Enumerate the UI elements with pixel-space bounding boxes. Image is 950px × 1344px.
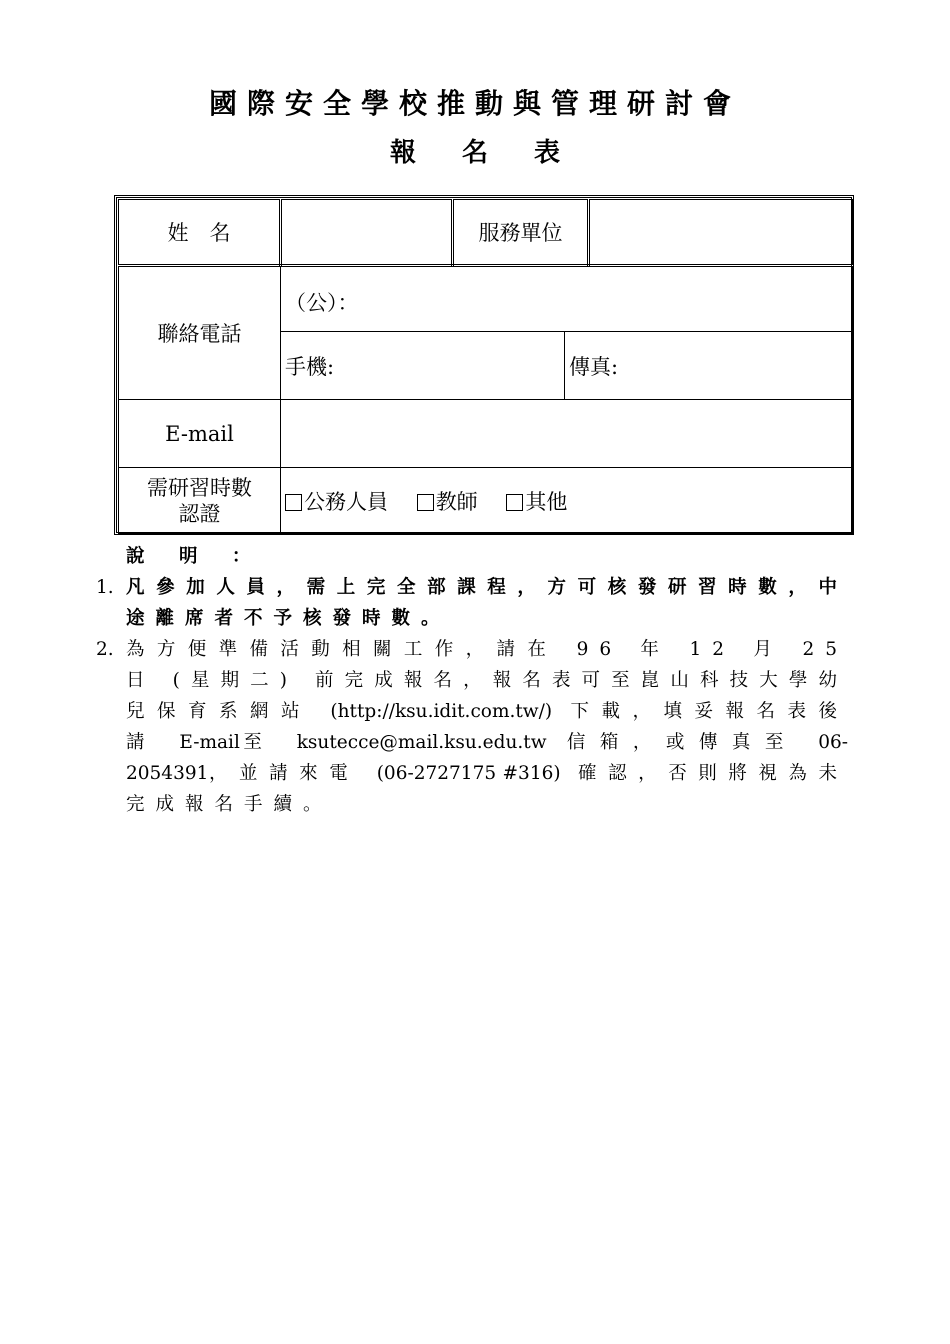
note-text: 凡參加人員，需上完全部課程，方可核發研習時數，中途離席者不予核發時數。 <box>126 577 848 629</box>
fax-field[interactable] <box>565 332 853 400</box>
note-item <box>96 634 848 820</box>
email-address-link[interactable]: ksutecce@mail.ksu.edu.tw <box>296 732 547 753</box>
checkbox-icon[interactable] <box>285 494 302 511</box>
fax-prefix: 傳真: <box>569 354 619 379</box>
note-number: 2. <box>96 639 114 660</box>
mobile-field[interactable] <box>281 332 565 400</box>
notes-heading: 說 明 ： <box>126 546 265 567</box>
phone-label: 聯絡電話 <box>119 266 281 400</box>
form-subtitle: 報名表 <box>389 138 606 168</box>
fax-number: 06-2054391 <box>126 732 848 784</box>
name-label: 姓 名 <box>119 200 281 266</box>
checkbox-icon[interactable] <box>417 494 434 511</box>
unit-label: 服務單位 <box>453 200 589 266</box>
cert-label <box>119 468 281 534</box>
contact-phone: (06-2727175 #316) <box>376 763 561 784</box>
name-field[interactable] <box>281 200 453 266</box>
option-other[interactable]: 其他 <box>506 490 567 514</box>
note-number: 1. <box>96 577 114 598</box>
option-civil-servant[interactable]: 公務人員 <box>285 490 388 514</box>
cert-options <box>281 468 853 534</box>
office-phone-field[interactable] <box>281 266 853 332</box>
cert-label-line1: 需研習時數 <box>147 475 252 500</box>
email-word: E-mail <box>179 732 240 753</box>
cert-label-line2: 認證 <box>178 501 221 526</box>
website-link[interactable]: (http://ksu.idit.com.tw/) <box>330 701 553 722</box>
email-label: E-mail <box>119 400 281 468</box>
notes-section <box>96 541 848 820</box>
form-title: 國際安全學校推動與管理研討會 <box>208 87 741 120</box>
email-field[interactable] <box>281 400 853 468</box>
office-phone-prefix: （公）： <box>285 291 359 315</box>
option-teacher[interactable]: 教師 <box>417 490 478 514</box>
checkbox-icon[interactable] <box>506 494 523 511</box>
unit-field[interactable] <box>589 200 853 266</box>
note-text: 為方便準備活動相關工作，請在 96 年 12 月 25 日 (星期二) 前完成報名，報名表可至崑山科技大學幼兒保育系網站 (http://ksu.idit.com.tw/) 下載，填妥報名表後請 E-mail至 ksutecce@mail.ksu.edu.tw 信箱，或傳真至 06-2054391，並請來電 (06-2727175 #316) 確認，否則將視為未完成報名手續。 <box>126 639 848 815</box>
registration-table <box>118 199 853 534</box>
mobile-prefix: 手機: <box>285 354 335 379</box>
note-item <box>96 572 848 634</box>
